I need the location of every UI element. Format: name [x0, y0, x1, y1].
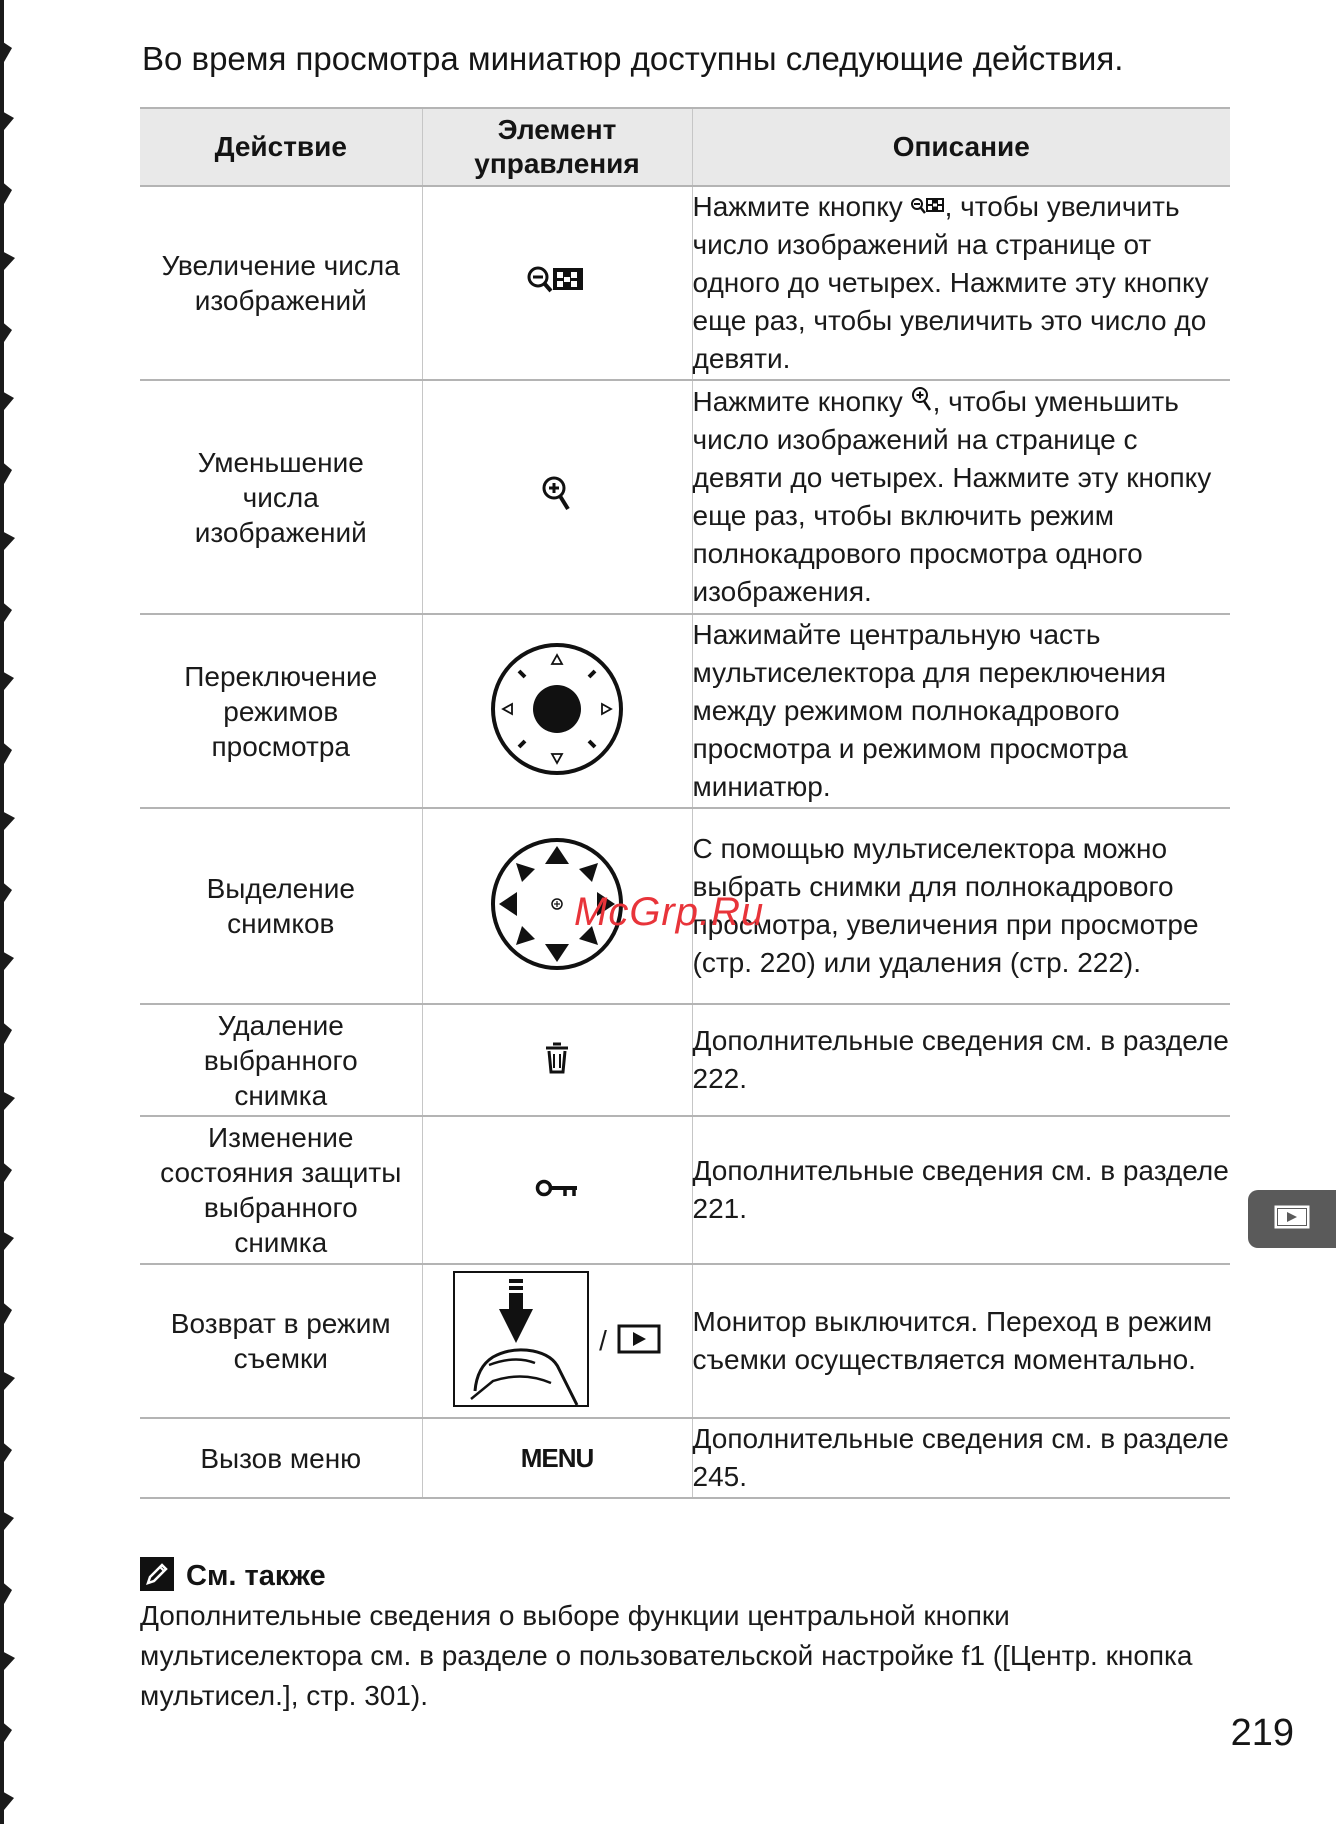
- action-cell: [140, 614, 422, 808]
- table-row: [140, 186, 1230, 380]
- description-cell: Дополнительные сведения см. в разделе 222.: [692, 1004, 1230, 1116]
- zoom-out-thumbnail-icon: [527, 264, 587, 303]
- description-cell: Дополнительные сведения см. в разделе 221.: [692, 1116, 1230, 1264]
- see-also-note: [140, 1556, 1240, 1744]
- action-line: числа: [242, 481, 319, 513]
- description-text-before: Нажмите кнопку: [692, 191, 903, 222]
- table-row: [140, 614, 1230, 808]
- action-line: Удаление: [217, 1009, 344, 1041]
- table-header-row: [140, 108, 1230, 186]
- action-line: Уменьшение: [197, 446, 364, 478]
- description-text-before: Нажмите кнопку: [692, 386, 903, 417]
- table-row: [140, 1004, 1230, 1116]
- control-cell: [422, 1004, 692, 1116]
- description-text-after: , чтобы увеличить число изображений на странице от одного до четырех. Нажмите эту кнопку еще раз, чтобы увеличить это число до девяти.: [692, 191, 1209, 374]
- action-line: выбранного: [203, 1192, 358, 1223]
- shutter-press-icon: [453, 1271, 589, 1412]
- action-cell: [140, 808, 422, 1004]
- control-cell: [422, 1116, 692, 1264]
- table-row: [140, 1418, 1230, 1498]
- action-line: режимов: [223, 695, 339, 727]
- table-row: [140, 380, 1230, 614]
- action-line: снимка: [234, 1079, 328, 1111]
- action-line: просмотра: [211, 730, 350, 762]
- control-separator: /: [599, 1325, 607, 1356]
- trash-icon: [543, 1041, 571, 1080]
- note-title: См. также: [186, 1559, 326, 1592]
- table-row: [140, 1116, 1230, 1264]
- action-cell: [140, 380, 422, 614]
- action-line: изображений: [194, 516, 367, 548]
- action-cell: [140, 1116, 422, 1264]
- control-cell: [422, 186, 692, 380]
- action-line: выбранного: [203, 1044, 358, 1076]
- description-cell: С помощью мультиселектора можно выбрать снимки для полнокадрового просмотра, увеличения при просмотре (стр. 220) или удаления (стр. 222).: [692, 808, 1230, 1004]
- action-line: Увеличение числа: [161, 250, 400, 281]
- description-cell: Дополнительные сведения см. в разделе 245.: [692, 1418, 1230, 1498]
- binding-edge: [0, 0, 18, 1824]
- action-line: снимков: [227, 908, 335, 939]
- multi-selector-center-icon: [487, 639, 627, 784]
- action-line: состояния защиты: [160, 1157, 402, 1188]
- action-line: изображений: [194, 285, 367, 316]
- action-line: Возврат в режим: [170, 1308, 391, 1339]
- header-action: Действие: [140, 108, 422, 186]
- zoom-in-icon: [541, 475, 573, 520]
- intro-text: Во время просмотра миниатюр доступны следующие действия.: [142, 40, 1124, 77]
- playback-section-tab: [1248, 1190, 1336, 1248]
- action-cell: [140, 186, 422, 380]
- zoom-in-icon: [911, 386, 933, 414]
- header-description: Описание: [692, 108, 1230, 186]
- description-cell: [692, 380, 1230, 614]
- action-cell: [140, 1264, 422, 1418]
- note-text: Дополнительные сведения о выборе функции центральной кнопки мультиселектора см. в разделе о пользовательской настройке f1 ([Центр. кнопка мультисел.], стр. 301).: [140, 1600, 1193, 1711]
- header-control-line2: управления: [474, 148, 640, 179]
- header-control: [422, 108, 692, 186]
- control-cell: [422, 1264, 692, 1418]
- menu-button-label: MENU: [520, 1442, 594, 1473]
- action-line: Изменение: [208, 1122, 354, 1153]
- action-line: Выделение: [206, 873, 355, 904]
- table-row: [140, 1264, 1230, 1418]
- action-line: Переключение: [184, 660, 378, 692]
- playback-icon: [1273, 1204, 1311, 1235]
- control-cell: [422, 614, 692, 808]
- action-cell: [140, 1418, 422, 1498]
- action-line: Вызов меню: [200, 1442, 362, 1474]
- action-cell: [140, 1004, 422, 1116]
- zoom-out-thumbnail-icon: [911, 195, 945, 219]
- page-number: 219: [1230, 1712, 1294, 1754]
- playback-icon: [617, 1324, 661, 1359]
- action-line: съемки: [233, 1343, 328, 1374]
- header-control-line1: Элемент: [497, 114, 617, 145]
- pencil-note-icon: [140, 1557, 174, 1596]
- description-cell: [692, 186, 1230, 380]
- description-cell: Нажимайте центральную часть мультиселектора для переключения между режимом полнокадрового просмотра и режимом просмотра миниатюр.: [692, 614, 1230, 808]
- description-text-after: , чтобы уменьшить число изображений на странице с девяти до четырех. Нажмите эту кнопку еще раз, чтобы включить режим полнокадрового просмотра одного изображения.: [692, 386, 1212, 607]
- protect-key-icon: [535, 1176, 579, 1205]
- actions-table: [140, 107, 1230, 1499]
- control-cell: [422, 380, 692, 614]
- control-cell: [422, 1418, 692, 1498]
- action-line: снимка: [234, 1227, 328, 1258]
- watermark: McGrp.Ru: [574, 890, 765, 934]
- description-cell: Монитор выключится. Переход в режим съемки осуществляется моментально.: [692, 1264, 1230, 1418]
